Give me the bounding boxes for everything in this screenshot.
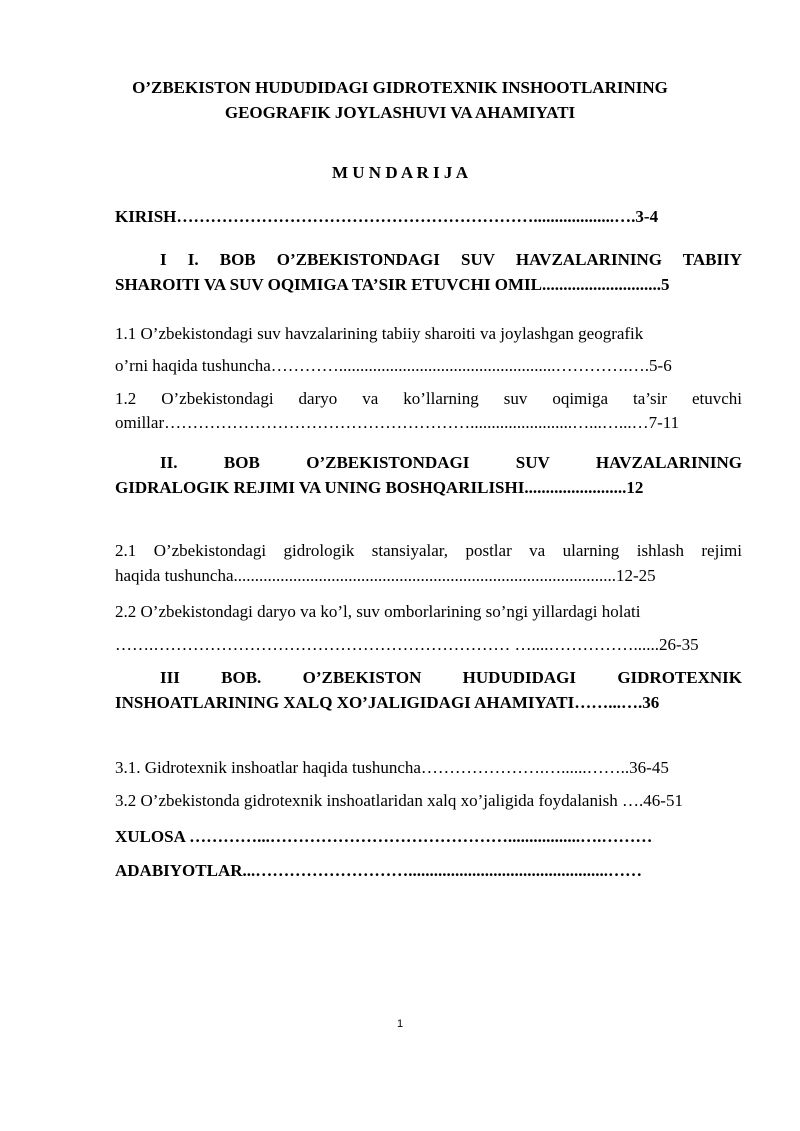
- toc-chapter-1-line-2: SHAROITI VA SUV OQIMIGA TA’SIR ETUVCHI OMIL............................5: [115, 275, 670, 294]
- toc-chapter-2-line-1: II. BOB O’ZBEKISTONDAGI SUV HAVZALARINING: [160, 453, 742, 472]
- toc-section-2-1-line-1: 2.1 O’zbekistondagi gidrologik stansiyalar, postlar va ularning ishlash rejimi: [115, 541, 742, 560]
- toc-section-1-2-line-2: omillar………………………………………………........................…...…...…7-11: [115, 413, 680, 432]
- toc-section-3-1: 3.1. Gidrotexnik inshoatlar haqida tushuncha………………….…......……..36-45: [115, 758, 669, 777]
- page-number: 1: [396, 1018, 404, 1030]
- toc-section-1-2-line-1: 1.2 O’zbekistondagi daryo va ko’llarning suv oqimiga ta’sir etuvchi: [115, 389, 742, 408]
- contents-heading: M U N D A R I J A: [331, 163, 468, 182]
- toc-section-1-1-line-2: o’rni haqida tushuncha…………...................................................………….….5-6: [115, 356, 672, 375]
- toc-section-2-1-line-2: haqida tushuncha..........................................................................................12-25: [115, 566, 656, 585]
- toc-section-3-2: 3.2 O’zbekistonda gidrotexnik inshoatlaridan xalq xo’jaligida foydalanish ….46-51: [115, 791, 683, 810]
- toc-entry-xulosa: XULOSA …………...…………………………………….................….………: [115, 827, 653, 846]
- toc-section-2-2-line-2: …….……………………………………………………… …....……………......26-35: [115, 635, 699, 654]
- toc-chapter-1-line-1: I I. BOB O’ZBEKISTONDAGI SUV HAVZALARINING TABIIY: [160, 250, 742, 269]
- toc-section-1-1-line-1: 1.1 O’zbekistondagi suv havzalarining tabiiy sharoiti va joylashgan geografik: [115, 324, 644, 343]
- document-title-line-2: GEOGRAFIK JOYLASHUVI VA AHAMIYATI: [224, 103, 576, 122]
- toc-chapter-3-line-2: INSHOATLARINING XALQ XO’JALIGIDAGI AHAMIYATI……...….36: [115, 693, 660, 712]
- toc-entry-adabiyotlar: ADABIYOTLAR...………………………...............................................……: [115, 861, 643, 880]
- toc-section-2-2-line-1: 2.2 O’zbekistondagi daryo va ko’l, suv omborlarining so’ngi yillardagi holati: [115, 602, 641, 621]
- document-title-line-1: O’ZBEKISTON HUDUDIDAGI GIDROTEXNIK INSHOOTLARINING: [132, 78, 668, 97]
- toc-entry-kirish: KIRISH………………………………………………………...................….3-4: [115, 207, 659, 226]
- toc-chapter-3-line-1: III BOB. O’ZBEKISTON HUDUDIDAGI GIDROTEXNIK: [160, 668, 742, 687]
- toc-chapter-2-line-2: GIDRALOGIK REJIMI VA UNING BOSHQARILISHI........................12: [115, 478, 644, 497]
